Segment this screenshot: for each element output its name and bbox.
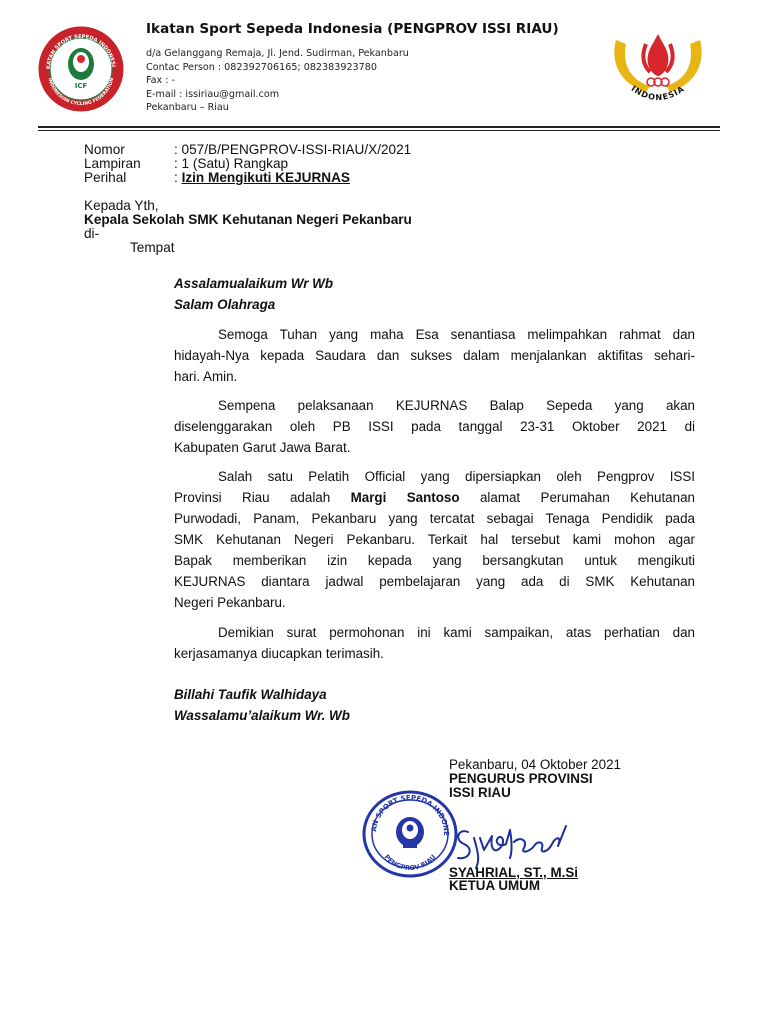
contact-person-line: Contac Person : 082392706165; 082383923780	[146, 62, 377, 73]
city-line: Pekanbaru – Riau	[146, 102, 229, 113]
logo-ring-text: KATAN SPORT SEPEDA INDONESI	[45, 33, 116, 70]
official-stamp	[360, 788, 460, 880]
paragraph-4	[174, 622, 695, 664]
paragraph-1	[174, 324, 695, 387]
koni-caption: INDONESIA	[629, 84, 687, 103]
stamp-bottom-text: PENGPROV RIAU	[382, 853, 438, 873]
paragraph-line: kerjasamanya diucapkan terimasih.	[174, 646, 384, 661]
koni-indonesia-logo	[606, 24, 710, 108]
paragraph-line: Bapak memberikan izin kepada yang bersangkutan untuk mengikuti	[174, 553, 695, 568]
perihal-colon: :	[174, 170, 182, 185]
fax-line: Fax : -	[146, 75, 175, 86]
logo-abbr: ICF	[74, 82, 88, 90]
paragraph-3	[174, 466, 695, 613]
address-line: d/a Gelanggang Remaja, Jl. Jend. Sudirman, Pekanbaru	[146, 48, 409, 59]
paragraph-2	[174, 395, 695, 458]
paragraph-line: Semoga Tuhan yang maha Esa senantiasa melimpahkan rahmat dan	[218, 327, 695, 342]
place-date: Pekanbaru, 04 Oktober 2021	[449, 757, 621, 772]
signatory-org-1: PENGURUS PROVINSI	[449, 771, 593, 786]
nomor-value: : 057/B/PENGPROV-ISSI-RIAU/X/2021	[174, 142, 412, 157]
paragraph-line: Kabupaten Garut Jawa Barat.	[174, 440, 351, 455]
recipient-di: di-	[84, 226, 100, 241]
paragraph-fragment: Provinsi Riau adalah	[174, 490, 331, 505]
stamp-ring-text: AN SPORT SEPEDA INDONE	[370, 793, 451, 837]
paragraph-fragment: alamat Perumahan Kehutanan	[479, 490, 695, 505]
header-rule-thin	[38, 130, 720, 131]
recipient-place: Tempat	[130, 240, 175, 255]
perihal-label: Perihal	[84, 170, 127, 185]
logo-bottom-text: INDONESIAN CYCLING FEDERATION	[46, 77, 116, 108]
paragraph-line-with-name	[174, 487, 695, 508]
recipient-greeting: Kepada Yth,	[84, 198, 159, 213]
paragraph-line: Salah satu Pelatih Official yang dipersiapkan oleh Pengprov ISSI	[218, 469, 695, 484]
closing-line-2: Wassalamu’alaikum Wr. Wb	[174, 708, 350, 723]
recipient-name: Kepala Sekolah SMK Kehutanan Negeri Pekanbaru	[84, 212, 412, 227]
nomor-row	[84, 142, 411, 157]
org-name: Ikatan Sport Sepeda Indonesia (PENGPROV ISSI RIAU)	[146, 21, 559, 37]
closing-line-1: Billahi Taufik Walhidaya	[174, 687, 327, 702]
coach-name: Margi Santoso	[350, 490, 460, 505]
paragraph-line: Purwodadi, Panam, Pekanbaru yang tercatat sebagai Tenaga Pendidik pada	[174, 511, 695, 526]
svg-text:PENGPROV RIAU	[383, 853, 438, 872]
lampiran-row	[84, 156, 288, 171]
perihal-value: Izin Mengikuti KEJURNAS	[181, 170, 350, 185]
paragraph-line: hidayah-Nya kepada Saudara dan sukses dalam menjalankan aktifitas sehari-	[174, 348, 695, 363]
paragraph-line: Demikian surat permohonan ini kami sampaikan, atas perhatian dan	[218, 625, 695, 640]
salam-opening: Assalamualaikum Wr Wb	[174, 276, 334, 291]
salam-olahraga: Salam Olahraga	[174, 297, 276, 312]
paragraph-line: hari. Amin.	[174, 369, 238, 384]
perihal-row	[84, 170, 350, 185]
lampiran-value: : 1 (Satu) Rangkap	[174, 156, 289, 171]
header-rule-thick	[38, 126, 720, 128]
lampiran-label: Lampiran	[84, 156, 141, 171]
signatory-name: SYAHRIAL, ST., M.Si	[449, 865, 578, 880]
paragraph-line: KEJURNAS diantara jadwal pembelajaran yang ada di SMK Kehutanan	[174, 574, 695, 589]
paragraph-line: diselenggarakan oleh PB ISSI pada tanggal 23-31 Oktober 2021 di	[174, 419, 695, 434]
email-line: E-mail : issiriau@gmail.com	[146, 89, 280, 100]
nomor-label: Nomor	[84, 142, 125, 157]
signatory-title: KETUA UMUM	[449, 878, 540, 893]
paragraph-line: SMK Kehutanan Negeri Pekanbaru. Terkait hal tersebut kami mohon agar	[174, 532, 695, 547]
signatory-org-2: ISSI RIAU	[449, 785, 511, 800]
paragraph-line: Negeri Pekanbaru.	[174, 595, 286, 610]
issi-logo	[38, 26, 124, 112]
paragraph-line: Sempena pelaksanaan KEJURNAS Balap Sepeda yang akan	[218, 398, 695, 413]
